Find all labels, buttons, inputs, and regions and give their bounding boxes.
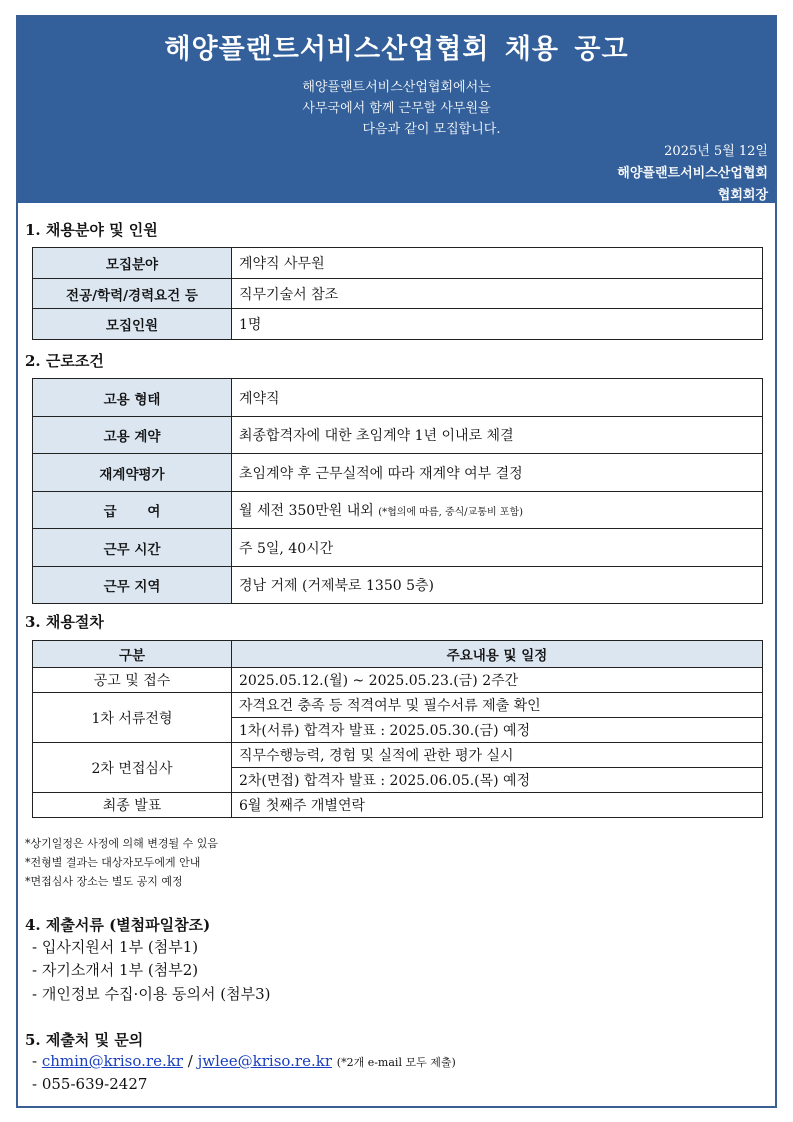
row-label: 전공/학력/경력요건 등 [33, 279, 232, 309]
signature-block [617, 141, 768, 207]
email-link-1[interactable]: chmin@kriso.re.kr [41, 1052, 183, 1070]
section5-title: 5. 제출처 및 문의 [25, 1031, 144, 1049]
intro-line: 다음과 같이 모집합니다. [362, 122, 501, 137]
stage-name: 2차 면접심사 [33, 743, 232, 793]
header-banner [18, 17, 775, 203]
section3-title: 3. 채용절차 [25, 613, 104, 631]
row-label: 근무 지역 [33, 567, 232, 604]
document-item: - 입사지원서 1부 (첨부1) [32, 938, 199, 956]
row-value: 최종합격자에 대한 초임계약 1년 이내로 체결 [232, 417, 763, 454]
document-item: - 자기소개서 1부 (첨부2) [32, 961, 199, 979]
document-item: - 개인정보 수집·이용 동의서 (첨부3) [32, 985, 271, 1003]
table-row [33, 454, 763, 492]
table-header-row [33, 641, 763, 668]
recruitment-table [32, 247, 763, 340]
stage-name: 최종 발표 [33, 793, 232, 818]
stage-detail: 1차(서류) 합격자 발표 : 2025.05.30.(금) 예정 [232, 718, 763, 743]
contact-phone: - 055-639-2427 [32, 1075, 148, 1093]
schedule-note: *전형별 결과는 대상자모두에게 안내 [25, 856, 201, 869]
section2-title: 2. 근로조건 [25, 352, 104, 370]
table-row [33, 379, 763, 417]
table-row [33, 248, 763, 279]
stage-detail: 2025.05.12.(월) ~ 2025.05.23.(금) 2주간 [232, 668, 763, 693]
row-value: 주 5일, 40시간 [232, 529, 763, 567]
row-label: 고용 계약 [33, 417, 232, 454]
stage-detail: 6월 첫째주 개별연락 [232, 793, 763, 818]
row-value: 1명 [232, 309, 763, 340]
notice-frame [16, 15, 777, 1108]
row-value: 초임계약 후 근무실적에 따라 재계약 여부 결정 [232, 454, 763, 492]
page-title: 해양플랜트서비스산업협회 채용 공고 [164, 34, 629, 65]
row-value: 계약직 사무원 [232, 248, 763, 279]
row-value: 경남 거제 (거제북로 1350 5층) [232, 567, 763, 604]
row-label: 고용 형태 [33, 379, 232, 417]
row-label: 급 여 [33, 492, 232, 529]
table-row [33, 309, 763, 340]
process-table [32, 640, 763, 818]
contact-email-line [32, 1052, 456, 1070]
table-row [33, 567, 763, 604]
schedule-note: *면접심사 장소는 별도 공지 예정 [25, 875, 183, 888]
row-label: 재계약평가 [33, 454, 232, 492]
salary-value: 월 세전 350만원 내외 [239, 503, 374, 519]
table-row [33, 668, 763, 693]
stage-detail: 직무수행능력, 경험 및 실적에 관한 평가 실시 [232, 743, 763, 768]
email-note: (*2개 e-mail 모두 제출) [336, 1056, 456, 1069]
stage-name: 공고 및 접수 [33, 668, 232, 693]
intro-line: 해양플랜트서비스산업협회에서는 [302, 80, 491, 95]
stage-detail: 2차(면접) 합격자 발표 : 2025.06.05.(목) 예정 [232, 768, 763, 793]
signer-title: 협회회장 [717, 188, 768, 203]
working-conditions-table [32, 378, 763, 604]
table-row [33, 793, 763, 818]
stage-detail: 자격요건 충족 등 적격여부 및 필수서류 제출 확인 [232, 693, 763, 718]
row-value [232, 492, 763, 529]
notice-date: 2025년 5월 12일 [664, 144, 768, 159]
table-row [33, 417, 763, 454]
salary-note: (*협의에 따름, 중식/교통비 포함) [378, 507, 524, 518]
column-header: 구분 [33, 641, 232, 668]
column-header: 주요내용 및 일정 [232, 641, 763, 668]
table-row [33, 279, 763, 309]
table-row [33, 693, 763, 718]
table-row [33, 492, 763, 529]
table-row [33, 743, 763, 768]
intro-line: 사무국에서 함께 근무할 사무원을 [302, 101, 491, 116]
organization-name: 해양플랜트서비스산업협회 [617, 166, 768, 181]
section4-title: 4. 제출서류 (별첨파일참조) [25, 916, 211, 934]
row-value: 계약직 [232, 379, 763, 417]
list-dash: - [32, 1052, 38, 1070]
email-link-2[interactable]: jwlee@kriso.re.kr [197, 1052, 333, 1070]
row-value: 직무기술서 참조 [232, 279, 763, 309]
row-label: 근무 시간 [33, 529, 232, 567]
table-row [33, 529, 763, 567]
intro-text [18, 77, 775, 140]
stage-name: 1차 서류전형 [33, 693, 232, 743]
schedule-note: *상기일정은 사정에 의해 변경될 수 있음 [25, 837, 218, 850]
email-separator: / [187, 1052, 193, 1070]
section1-title: 1. 채용분야 및 인원 [25, 221, 158, 239]
row-label: 모집인원 [33, 309, 232, 340]
row-label: 모집분야 [33, 248, 232, 279]
